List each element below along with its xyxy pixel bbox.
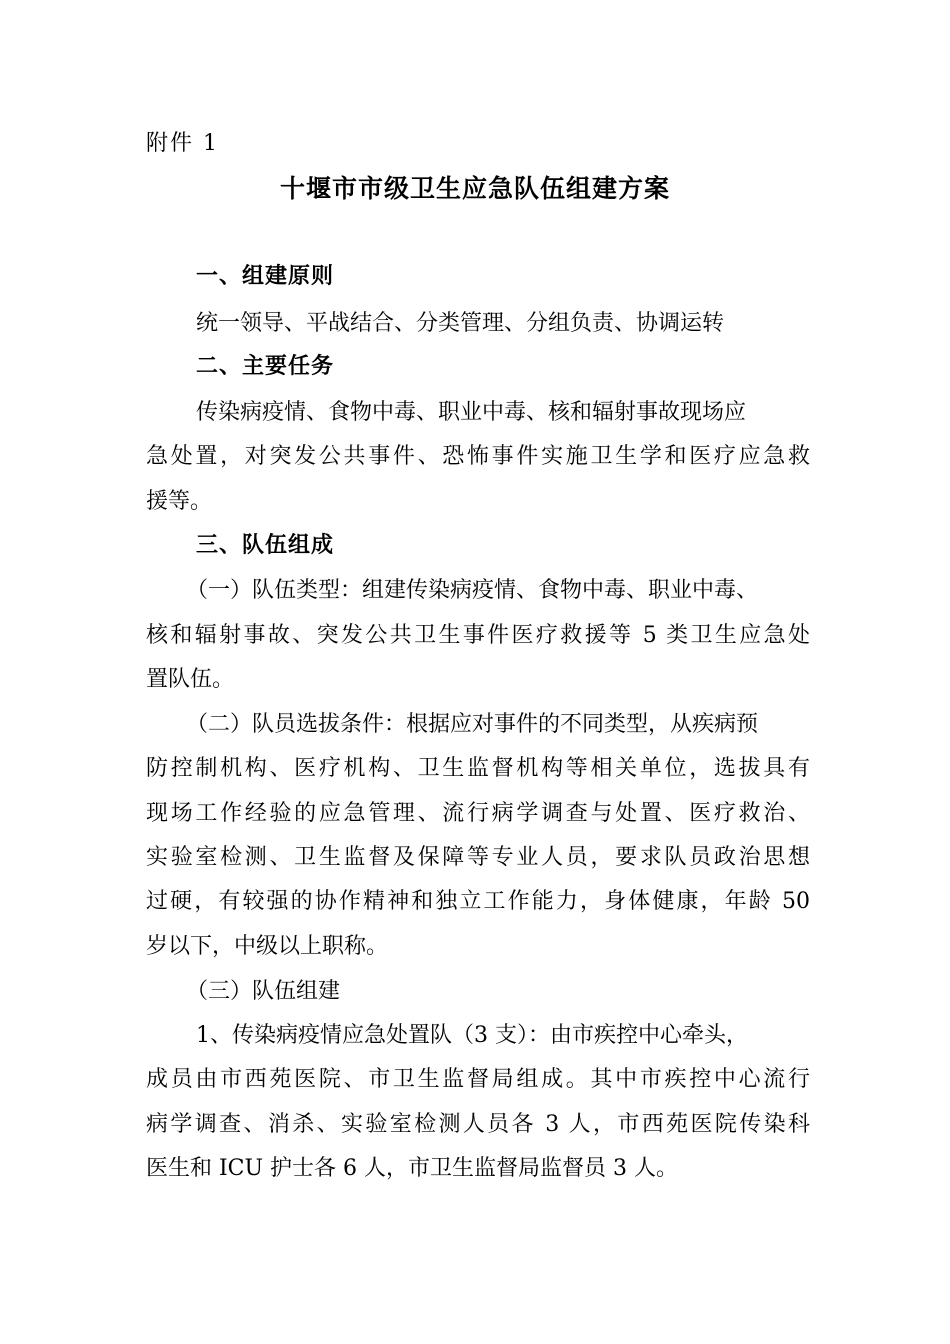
- item2-line: 过硬，有较强的协作精神和独立工作能力，身体健康，年龄 50: [146, 889, 810, 914]
- subitem1-line: 1、传染病疫情应急处置队（3 支）：由市疾控中心牵头，: [196, 1023, 748, 1048]
- section2-line: 援等。: [146, 489, 213, 514]
- item2-line: 岁以下，中级以上职称。: [146, 934, 389, 959]
- subitem1-line: 病学调查、消杀、实验室检测人员各 3 人，市西苑医院传染科: [146, 1112, 810, 1137]
- item1-line: 置队伍。: [146, 667, 235, 692]
- item2-line: 现场工作经验的应急管理、流行病学调查与处置、医疗救治、: [146, 801, 810, 826]
- item1-line: 核和辐射事故、突发公共卫生事件医疗救援等 5 类卫生应急处: [146, 623, 810, 648]
- subitem1-line: 医生和 ICU 护士各 6 人，市卫生监督局监督员 3 人。: [146, 1156, 679, 1181]
- item2-line: （二）队员选拔条件：根据应对事件的不同类型，从疾病预: [186, 712, 759, 737]
- item3-heading: （三）队伍组建: [186, 979, 341, 1004]
- item1-line: （一）队伍类型：组建传染病疫情、食物中毒、职业中毒、: [186, 578, 759, 603]
- section1-heading: 一、组建原则: [196, 264, 335, 289]
- attachment-label: 附件 1: [146, 131, 219, 156]
- section2-line: 急处置，对突发公共事件、恐怖事件实施卫生学和医疗应急救: [146, 444, 810, 469]
- document-title: 十堰市市级卫生应急队伍组建方案: [279, 174, 670, 203]
- section1-text: 统一领导、平战结合、分类管理、分组负责、协调运转: [196, 311, 725, 336]
- section2-heading: 二、主要任务: [196, 354, 335, 379]
- section3-heading: 三、队伍组成: [196, 533, 335, 558]
- item2-line: 实验室检测、卫生监督及保障等专业人员，要求队员政治思想: [146, 845, 810, 870]
- section2-line: 传染病疫情、食物中毒、职业中毒、核和辐射事故现场应: [196, 400, 747, 425]
- item2-line: 防控制机构、医疗机构、卫生监督机构等相关单位，选拔具有: [146, 756, 810, 781]
- subitem1-line: 成员由市西苑医院、市卫生监督局组成。其中市疾控中心流行: [146, 1067, 810, 1092]
